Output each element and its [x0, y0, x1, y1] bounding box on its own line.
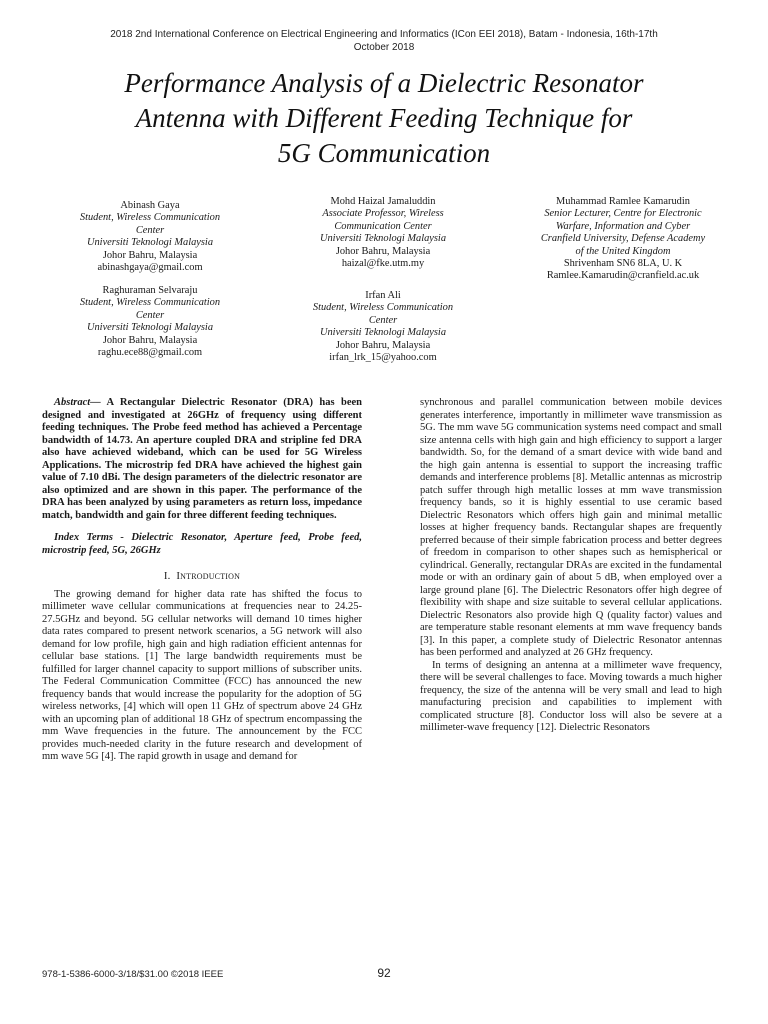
title-line-1: Performance Analysis of a Dielectric Resonator [124, 68, 644, 98]
index-terms: Index Terms - Dielectric Resonator, Aperture feed, Probe feed, microstrip feed, 5G, 26GHz [42, 532, 362, 556]
author-name: Muhammad Ramlee Kamarudin [556, 196, 690, 207]
author-block-3 [505, 196, 741, 283]
author-city: Johor Bahru, Malaysia [335, 245, 431, 257]
section-heading-introduction [42, 570, 362, 583]
page-number: 92 [377, 966, 391, 980]
author-organization: Universiti Teknologi Malaysia [86, 237, 214, 249]
intro-paragraph-2: synchronous and parallel communication between mobile devices generates interference, importantly in millimeter wave transmission as 5G. The mm wave 5G communication systems need compact and small size antenna cells with high gain and high efficiency to support a larger bandwidth. So, for the demand of a smart device with wide band and the high gain antenna is essential to support the increasing traffic demands and interference problems [8]. Metallic antennas as microstrip patch suffer through high metallic losses at mm wave transmission frequency bands, so it is highly essential to use ceramic based Dielectric Resonators which offers high gain and minimal metallic losses at higher frequency bands. Rectangular shapes are frequently preferred because of their simple fabrication process and better degrees of freedom in comparison to other shapes such as hemispherical or cylindrical. Generally, rectangular DRAs are excited in the fundamental mode or with an ordinary gain of about 5 dB, when employed over a large ground plane [6]. The Dielectric Resonators offer high degree of flexibility with shape and size suitable to several cellular applications. Dielectric Resonators also provide high Q (quality factor) values and are temperature stable resonant elements at mm wave frequency bands [3]. In this paper, a complete study of Dielectric Resonator antennas has been performed and analyzed at 26 GHz frequency. [420, 397, 722, 658]
author-position: Associate Professor, Wireless [322, 208, 444, 220]
author-organization: Universiti Teknologi Malaysia [319, 327, 447, 339]
author-name: Mohd Haizal Jamaluddin [330, 196, 436, 207]
author-position-cont: Communication Center [334, 220, 432, 232]
author-organization: Universiti Teknologi Malaysia [319, 233, 447, 245]
abstract [42, 397, 362, 522]
author-block-4 [40, 285, 260, 359]
author-email: abinashgaya@gmail.com [97, 262, 203, 274]
abstract-text: — A Rectangular Dielectric Resonator (DRA) has been designed and investigated at 26GHz of frequency using different feeding techniques. The Probe feed method has achieved a Percentage bandwidth of 14.73. An aperture coupled DRA and stripline fed DRA also have achieved wideband, which can be used for 5G Wireless Applications. The microstrip fed DRA have achieved the highest gain value of 7.10 dBi. The design parameters of the dielectric resonator are also optimized and are shown in this paper. The performance of the DRA has been analyzed by using parameters as return loss, impedance match, bandwidth and gain for three different feeding techniques. [42, 397, 362, 521]
author-position-cont: Center [135, 224, 165, 236]
author-position-cont: Center [135, 309, 165, 321]
author-organization: Universiti Teknologi Malaysia [86, 322, 214, 334]
author-block-5 [273, 290, 493, 364]
right-column [420, 397, 722, 735]
author-organization: Cranfield University, Defense Academy [540, 233, 706, 245]
author-email: haizal@fke.utm.my [341, 258, 425, 270]
paper-title [40, 66, 728, 171]
title-line-2: Antenna with Different Feeding Technique for [135, 103, 633, 133]
author-block-1 [40, 200, 260, 274]
conference-line-1: 2018 2nd International Conference on Electrical Engineering and Informatics (ICon EEI 2018), Batam - Indonesia, 16th-17th [110, 29, 658, 40]
author-position-cont: Warfare, Information and Cyber [555, 220, 691, 232]
author-name: Abinash Gaya [120, 200, 180, 211]
intro-paragraph-3: In terms of designing an antenna at a millimeter wave frequency, there will be several challenges to face. Moving towards a much higher frequency, the size of the antenna will be very small and lead to high manufacturing precision and capabilities to implement with complicated structure [8]. Conductor loss will also be severe at a millimeter-wave frequency [12]. Dielectric Resonators [420, 659, 722, 733]
author-email: raghu.ece88@gmail.com [97, 347, 203, 359]
intro-paragraph-1: The growing demand for higher data rate has shifted the focus to millimeter wave cellular communications at frequencies near to 24.25-27.5GHz and beyond. 5G cellular networks will demand 10 times higher data rates compared to present network scenarios, a 5G network will also demand for low profile, high gain and high radiation efficient antennas for cellular base stations. [1] The large bandwidth requirements must be fulfilled for larger channel capacity to support millions of subscriber units. The Federal Communication Committee (FCC) has announced the new frequency bands that would increase the popularity for the adoption of 5G wireless networks, [4] which will open 11 GHz of spectrum above 24 GHz with an upcoming plan of additional 18 GHz of spectrum encompassing the mm Wave frequencies in the future. The announcement by the FCC provides much-needed clarity in the future research and development of mm wave 5G [4]. The rapid growth in usage and demand for [42, 588, 362, 762]
left-column [42, 397, 362, 764]
copyright-footer: 978-1-5386-6000-3/18/$31.00 ©2018 IEEE [42, 969, 224, 980]
title-line-3: 5G Communication [277, 138, 491, 168]
author-position: Student, Wireless Communication [79, 297, 221, 309]
author-position: Senior Lecturer, Centre for Electronic [544, 208, 702, 220]
conference-header [40, 28, 728, 54]
author-position-cont: Center [368, 314, 398, 326]
author-city: Johor Bahru, Malaysia [102, 249, 198, 261]
author-city: Shrivenham SN6 8LA, U. K [563, 258, 683, 270]
author-name: Irfan Ali [365, 290, 401, 301]
author-name: Raghuraman Selvaraju [102, 285, 198, 296]
author-city: Johor Bahru, Malaysia [335, 339, 431, 351]
section-number: I. [163, 570, 171, 582]
author-position: Student, Wireless Communication [312, 302, 454, 314]
author-email: Ramlee.Kamarudin@cranfield.ac.uk [546, 270, 700, 282]
abstract-lead: Abstract [54, 397, 91, 408]
author-city: Johor Bahru, Malaysia [102, 334, 198, 346]
author-email: irfan_lrk_15@yahoo.com [329, 352, 437, 364]
section-title: Introduction [176, 570, 241, 582]
conference-line-2: October 2018 [353, 42, 415, 53]
author-block-2 [273, 196, 493, 270]
author-position: Student, Wireless Communication [79, 212, 221, 224]
author-organization-cont: of the United Kingdom [575, 245, 671, 257]
